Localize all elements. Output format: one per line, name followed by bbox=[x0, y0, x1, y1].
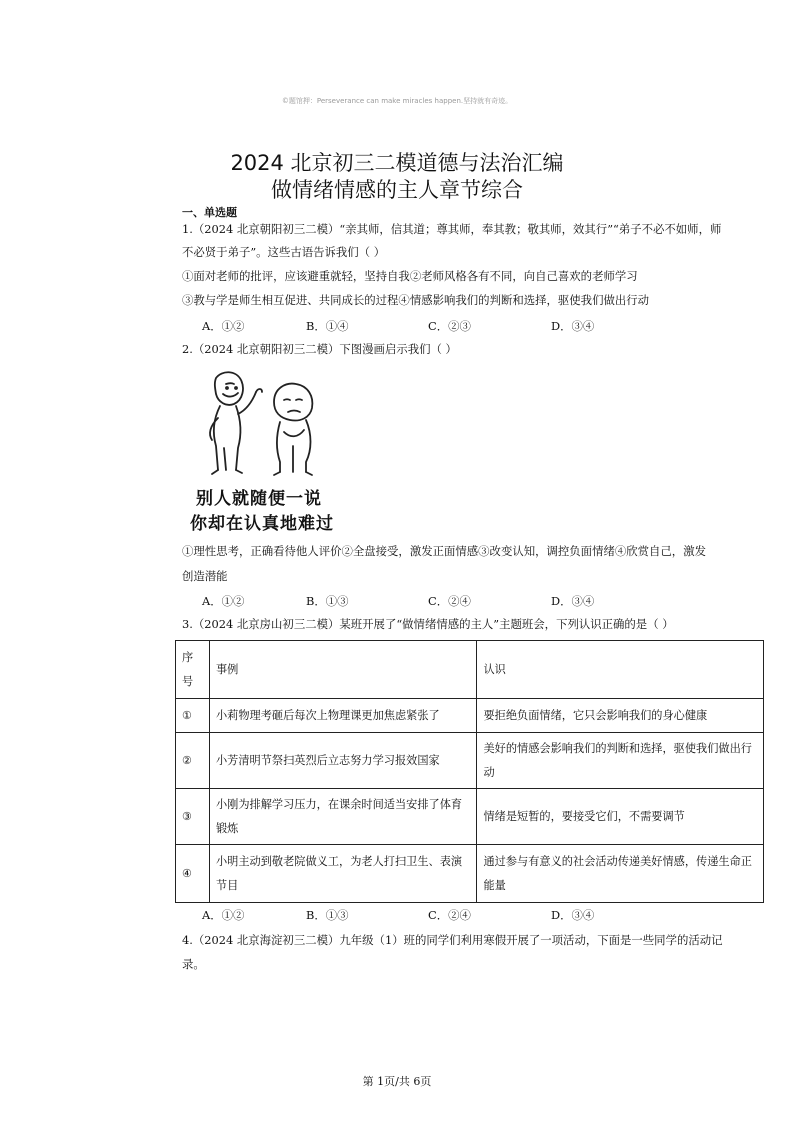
comic-caption-line2: 你却在认真地难过 bbox=[190, 514, 334, 534]
table-row bbox=[176, 699, 764, 733]
doc-subtitle: 做情绪情感的主人章节综合 bbox=[271, 178, 523, 202]
row-number: ② bbox=[176, 733, 210, 789]
q3-option-d: D．③④ bbox=[551, 908, 595, 922]
header-case: 事例 bbox=[209, 641, 477, 699]
row-case: 小刚为排解学习压力，在课余时间适当安排了体育锻炼 bbox=[209, 789, 477, 845]
q4-stem-line1: 4.（2024 北京海淀初三二模）九年级（1）班的同学们利用寒假开展了一项活动，下面是一些同学的活动记 bbox=[182, 933, 723, 947]
header-number: 序号 bbox=[176, 641, 210, 699]
table-row bbox=[176, 789, 764, 845]
q1-stem-line2: 不必贤于弟子”。这些古语告诉我们（ ） bbox=[182, 245, 386, 259]
q4-stem-line2: 录。 bbox=[182, 957, 205, 971]
table-row bbox=[176, 845, 764, 903]
row-view: 通过参与有意义的社会活动传递美好情感，传递生命正能量 bbox=[477, 845, 764, 903]
q1-statement-line2: ③教与学是师生相互促进、共同成长的过程④情感影响我们的判断和选择，驱使我们做出行动 bbox=[182, 293, 650, 307]
q1-option-c: C．②③ bbox=[428, 319, 471, 333]
q1-option-b: B．①④ bbox=[306, 319, 349, 333]
table-row bbox=[176, 733, 764, 789]
row-case: 小明主动到敬老院做义工，为老人打扫卫生、表演节目 bbox=[209, 845, 477, 903]
row-number: ④ bbox=[176, 845, 210, 903]
row-view: 情绪是短暂的，要接受它们，不需要调节 bbox=[477, 789, 764, 845]
q1-option-d: D．③④ bbox=[551, 319, 595, 333]
comic-caption-line1: 别人就随便一说 bbox=[196, 489, 322, 509]
row-case: 小莉物理考砸后每次上物理课更加焦虑紧张了 bbox=[209, 699, 477, 733]
row-view: 要拒绝负面情绪，它只会影响我们的身心健康 bbox=[477, 699, 764, 733]
row-view: 美好的情感会影响我们的判断和选择，驱使我们做出行动 bbox=[477, 733, 764, 789]
q3-table bbox=[175, 640, 764, 903]
section-heading: 一、单选题 bbox=[182, 206, 237, 219]
row-number: ③ bbox=[176, 789, 210, 845]
q1-statement-line1: ①面对老师的批评，应该避重就轻，坚持自我②老师风格各有不同，向自己喜欢的老师学习 bbox=[182, 269, 638, 283]
comic-illustration bbox=[190, 366, 346, 536]
q3-option-b: B．①③ bbox=[306, 908, 349, 922]
q1-option-a: A．①② bbox=[202, 319, 245, 333]
q2-option-c: C．②④ bbox=[428, 594, 471, 608]
row-number: ① bbox=[176, 699, 210, 733]
q3-stem: 3.（2024 北京房山初三二模）某班开展了“做情绪情感的主人”主题班会，下列认识正确的是（ ） bbox=[182, 617, 674, 631]
row-case: 小芳清明节祭扫英烈后立志努力学习报效国家 bbox=[209, 733, 477, 789]
comic-figures-drawing bbox=[196, 366, 346, 478]
watermark: ©题馆押：Perseverance can make miracles happen.坚持就有奇迹。 bbox=[281, 97, 513, 105]
q2-statement-line2: 创造潜能 bbox=[182, 569, 228, 583]
q1-stem-line1: 1.（2024 北京朝阳初三二模）“亲其师，信其道；尊其师，奉其教；敬其师，效其行”“弟子不必不如师，师 bbox=[182, 222, 722, 236]
q2-statement-line1: ①理性思考，正确看待他人评价②全盘接受，激发正面情感③改变认知，调控负面情绪④欣赏自己，激发 bbox=[182, 544, 706, 558]
table-header-row bbox=[176, 641, 764, 699]
q2-option-a: A．①② bbox=[202, 594, 245, 608]
doc-title: 2024 北京初三二模道德与法治汇编 bbox=[230, 151, 564, 175]
q2-stem: 2.（2024 北京朝阳初三二模）下图漫画启示我们（ ） bbox=[182, 342, 457, 356]
page-footer: 第 1页/共 6页 bbox=[362, 1075, 432, 1088]
q3-option-a: A．①② bbox=[202, 908, 245, 922]
q3-option-c: C．②④ bbox=[428, 908, 471, 922]
q2-option-b: B．①③ bbox=[306, 594, 349, 608]
q2-option-d: D．③④ bbox=[551, 594, 595, 608]
header-view: 认识 bbox=[477, 641, 764, 699]
